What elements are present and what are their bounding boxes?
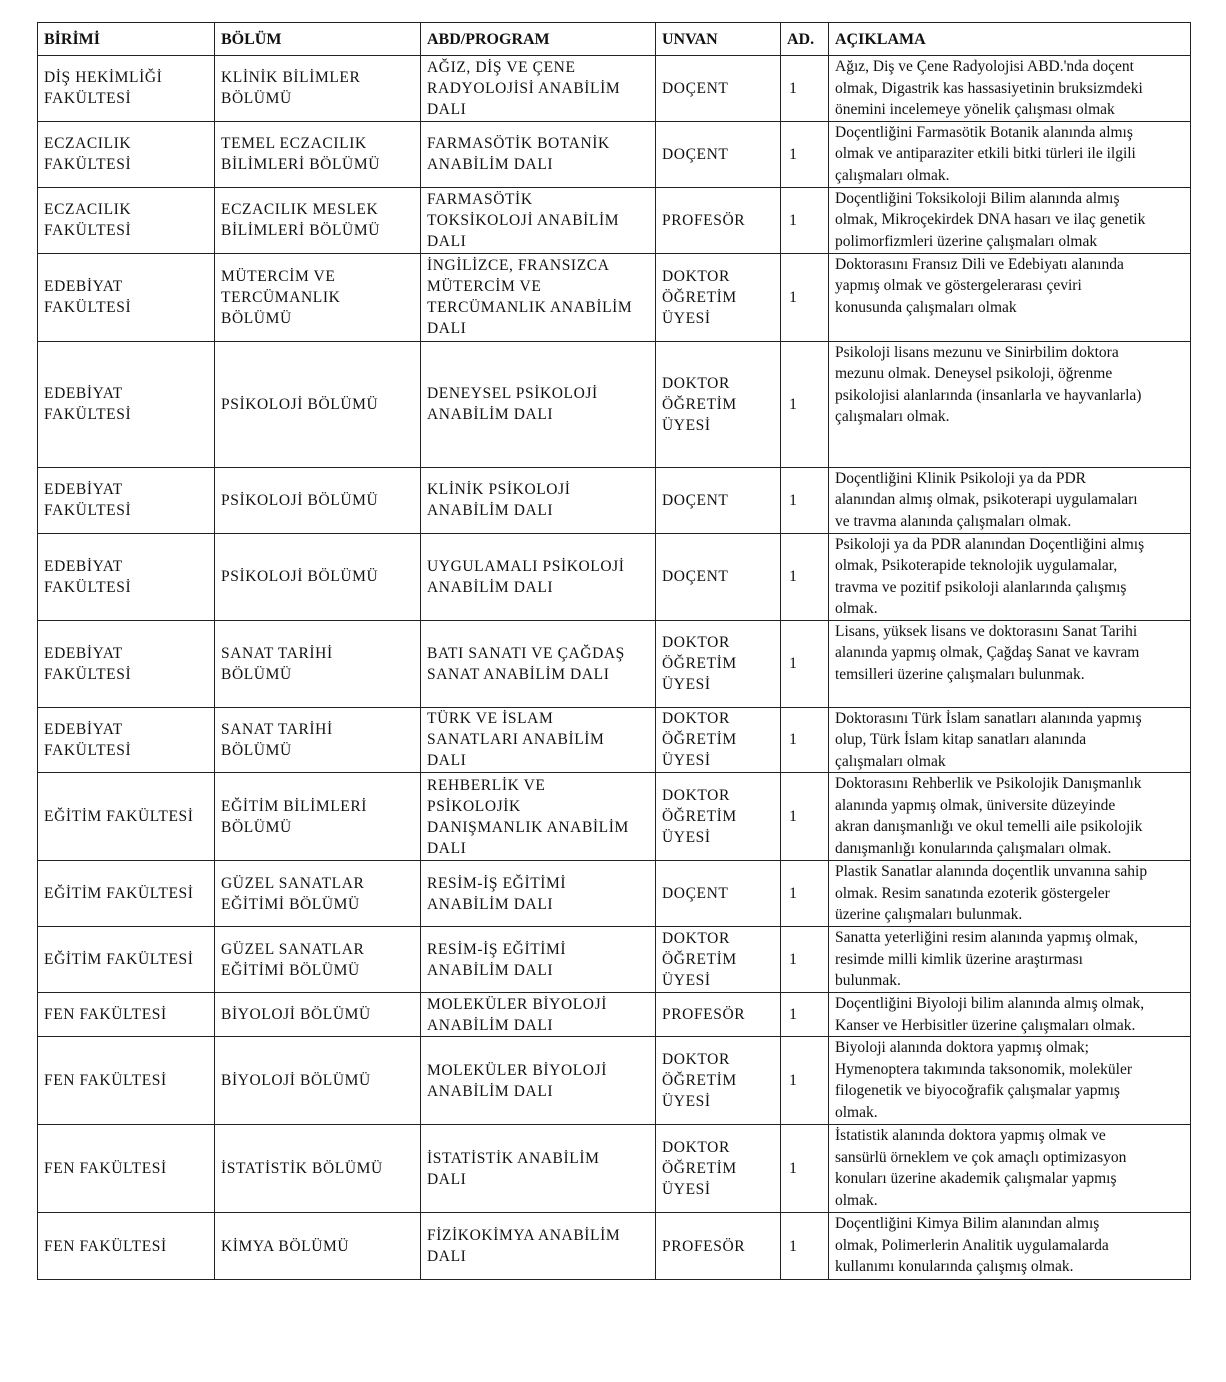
header-unvan: UNVAN (656, 23, 781, 56)
cell-aciklama: Biyoloji alanında doktora yapmış olmak; Hymenoptera takımında taksonomik, moleküler filogenetik ve biyocoğrafik çalışmalar yapmış olmak. (829, 1037, 1191, 1125)
header-aciklama: AÇIKLAMA (829, 23, 1191, 56)
table-row (38, 861, 1191, 927)
cell-birim: EDEBİYAT FAKÜLTESİ (38, 467, 215, 533)
header-abd: ABD/PROGRAM (421, 23, 656, 56)
cell-birim: EĞİTİM FAKÜLTESİ (38, 927, 215, 993)
cell-abd: MOLEKÜLER BİYOLOJİ ANABİLİM DALI (421, 993, 656, 1037)
cell-unvan: PROFESÖR (656, 1213, 781, 1280)
cell-bolum: KLİNİK BİLİMLER BÖLÜMÜ (215, 56, 421, 122)
cell-birim: FEN FAKÜLTESİ (38, 993, 215, 1037)
cell-unvan: DOÇENT (656, 861, 781, 927)
cell-abd: AĞIZ, DİŞ VE ÇENE RADYOLOJİSİ ANABİLİM DALI (421, 56, 656, 122)
cell-bolum: MÜTERCİM VE TERCÜMANLIK BÖLÜMÜ (215, 253, 421, 341)
cell-abd: RESİM-İŞ EĞİTİMİ ANABİLİM DALI (421, 861, 656, 927)
cell-aciklama: Psikoloji ya da PDR alanından Doçentliğini almış olmak, Psikoterapide teknolojik uygulamalar, travma ve pozitif psikoloji alanlarında çalışmış olmak. (829, 533, 1191, 620)
cell-unvan: DOKTOR ÖĞRETİM ÜYESİ (656, 707, 781, 773)
cell-bolum: PSİKOLOJİ BÖLÜMÜ (215, 467, 421, 533)
cell-ad: 1 (781, 1213, 829, 1280)
header-birim: BİRİMİ (38, 23, 215, 56)
cell-aciklama: Doçentliğini Toksikoloji Bilim alanında almış olmak, Mikroçekirdek DNA hasarı ve ilaç genetik polimorfizmleri üzerine çalışmaları olmak (829, 187, 1191, 253)
cell-unvan: DOKTOR ÖĞRETİM ÜYESİ (656, 620, 781, 707)
cell-ad: 1 (781, 707, 829, 773)
cell-birim: EDEBİYAT FAKÜLTESİ (38, 253, 215, 341)
cell-abd: MOLEKÜLER BİYOLOJİ ANABİLİM DALI (421, 1037, 656, 1125)
table-row (38, 467, 1191, 533)
cell-abd: İSTATİSTİK ANABİLİM DALI (421, 1125, 656, 1213)
header-bolum: BÖLÜM (215, 23, 421, 56)
table-row (38, 1125, 1191, 1213)
table-row (38, 121, 1191, 187)
cell-unvan: PROFESÖR (656, 187, 781, 253)
cell-ad: 1 (781, 467, 829, 533)
cell-ad: 1 (781, 620, 829, 707)
cell-abd: BATI SANATI VE ÇAĞDAŞ SANAT ANABİLİM DALI (421, 620, 656, 707)
cell-bolum: BİYOLOJİ BÖLÜMÜ (215, 1037, 421, 1125)
cell-aciklama: Plastik Sanatlar alanında doçentlik unvanına sahip olmak. Resim sanatında ezoterik göstergeler üzerine çalışmaları bulunmak. (829, 861, 1191, 927)
cell-unvan: PROFESÖR (656, 993, 781, 1037)
cell-ad: 1 (781, 56, 829, 122)
table-row (38, 1037, 1191, 1125)
cell-unvan: DOÇENT (656, 533, 781, 620)
cell-aciklama: Doçentliğini Biyoloji bilim alanında almış olmak, Kanser ve Herbisitler üzerine çalışmaları olmak. (829, 993, 1191, 1037)
table-row (38, 253, 1191, 341)
cell-abd: TÜRK VE İSLAM SANATLARI ANABİLİM DALI (421, 707, 656, 773)
cell-aciklama: İstatistik alanında doktora yapmış olmak ve sansürlü örneklem ve çok amaçlı optimizasyon konuları üzerine akademik çalışmalar yapmış olmak. (829, 1125, 1191, 1213)
cell-unvan: DOÇENT (656, 467, 781, 533)
table-row (38, 927, 1191, 993)
cell-aciklama: Doçentliğini Kimya Bilim alanından almış olmak, Polimerlerin Analitik uygulamalarda kullanımı konularında çalışmış olmak. (829, 1213, 1191, 1280)
cell-birim: EĞİTİM FAKÜLTESİ (38, 861, 215, 927)
cell-unvan: DOKTOR ÖĞRETİM ÜYESİ (656, 1037, 781, 1125)
positions-table (37, 22, 1191, 1280)
cell-aciklama: Psikoloji lisans mezunu ve Sinirbilim doktora mezunu olmak. Deneysel psikoloji, öğrenme psikolojisi alanlarında (insanlarla ve hayvanlarla) çalışmaları olmak. (829, 341, 1191, 467)
cell-birim: EDEBİYAT FAKÜLTESİ (38, 707, 215, 773)
cell-ad: 1 (781, 773, 829, 861)
cell-aciklama: Lisans, yüksek lisans ve doktorasını Sanat Tarihi alanında yapmış olmak, Çağdaş Sanat ve kavram temsilleri üzerine çalışmaları bulunmak. (829, 620, 1191, 707)
cell-unvan: DOKTOR ÖĞRETİM ÜYESİ (656, 773, 781, 861)
cell-ad: 1 (781, 187, 829, 253)
table-row (38, 56, 1191, 122)
cell-abd: KLİNİK PSİKOLOJİ ANABİLİM DALI (421, 467, 656, 533)
cell-ad: 1 (781, 993, 829, 1037)
cell-aciklama: Ağız, Diş ve Çene Radyolojisi ABD.'nda doçent olmak, Digastrik kas hassasiyetinin bruksizmdeki önemini incelemeye yönelik çalışması olmak (829, 56, 1191, 122)
cell-birim: EDEBİYAT FAKÜLTESİ (38, 533, 215, 620)
cell-aciklama: Sanatta yeterliğini resim alanında yapmış olmak, resimde milli kimlik üzerine araştırması bulunmak. (829, 927, 1191, 993)
cell-birim: FEN FAKÜLTESİ (38, 1213, 215, 1280)
cell-abd: UYGULAMALI PSİKOLOJİ ANABİLİM DALI (421, 533, 656, 620)
cell-ad: 1 (781, 341, 829, 467)
cell-bolum: PSİKOLOJİ BÖLÜMÜ (215, 341, 421, 467)
cell-bolum: KİMYA BÖLÜMÜ (215, 1213, 421, 1280)
cell-unvan: DOKTOR ÖĞRETİM ÜYESİ (656, 1125, 781, 1213)
table-row (38, 773, 1191, 861)
cell-bolum: GÜZEL SANATLAR EĞİTİMİ BÖLÜMÜ (215, 927, 421, 993)
cell-birim: FEN FAKÜLTESİ (38, 1125, 215, 1213)
table-row (38, 1213, 1191, 1280)
table-row (38, 620, 1191, 707)
cell-unvan: DOÇENT (656, 121, 781, 187)
cell-bolum: TEMEL ECZACILIK BİLİMLERİ BÖLÜMÜ (215, 121, 421, 187)
cell-abd: FARMASÖTİK BOTANİK ANABİLİM DALI (421, 121, 656, 187)
cell-aciklama: Doktorasını Fransız Dili ve Edebiyatı alanında yapmış olmak ve göstergelerarası çeviri konusunda çalışmaları olmak (829, 253, 1191, 341)
cell-abd: REHBERLİK VE PSİKOLOJİK DANIŞMANLIK ANABİLİM DALI (421, 773, 656, 861)
table-row (38, 341, 1191, 467)
cell-aciklama: Doktorasını Türk İslam sanatları alanında yapmış olup, Türk İslam kitap sanatları alanında çalışmaları olmak (829, 707, 1191, 773)
cell-ad: 1 (781, 927, 829, 993)
cell-aciklama: Doçentliğini Farmasötik Botanik alanında almış olmak ve antiparaziter etkili bitki türleri ile ilgili çalışmaları olmak. (829, 121, 1191, 187)
cell-birim: ECZACILIK FAKÜLTESİ (38, 121, 215, 187)
cell-ad: 1 (781, 861, 829, 927)
cell-birim: EDEBİYAT FAKÜLTESİ (38, 341, 215, 467)
cell-ad: 1 (781, 121, 829, 187)
table-row (38, 993, 1191, 1037)
header-row (38, 23, 1191, 56)
cell-bolum: BİYOLOJİ BÖLÜMÜ (215, 993, 421, 1037)
header-adet: AD. (781, 23, 829, 56)
cell-bolum: PSİKOLOJİ BÖLÜMÜ (215, 533, 421, 620)
cell-ad: 1 (781, 253, 829, 341)
cell-ad: 1 (781, 533, 829, 620)
cell-abd: RESİM-İŞ EĞİTİMİ ANABİLİM DALI (421, 927, 656, 993)
cell-aciklama: Doktorasını Rehberlik ve Psikolojik Danışmanlık alanında yapmış olmak, üniversite düzeyinde akran danışmanlığı ve okul temelli aile psikolojik danışmanlığı konularında çalışmaları olmak. (829, 773, 1191, 861)
cell-birim: DİŞ HEKİMLİĞİ FAKÜLTESİ (38, 56, 215, 122)
cell-birim: FEN FAKÜLTESİ (38, 1037, 215, 1125)
cell-bolum: SANAT TARİHİ BÖLÜMÜ (215, 620, 421, 707)
table-row (38, 187, 1191, 253)
cell-aciklama: Doçentliğini Klinik Psikoloji ya da PDR alanından almış olmak, psikoterapi uygulamaları ve travma alanında çalışmaları olmak. (829, 467, 1191, 533)
cell-birim: ECZACILIK FAKÜLTESİ (38, 187, 215, 253)
cell-unvan: DOÇENT (656, 56, 781, 122)
cell-bolum: SANAT TARİHİ BÖLÜMÜ (215, 707, 421, 773)
table-row (38, 533, 1191, 620)
cell-bolum: İSTATİSTİK BÖLÜMÜ (215, 1125, 421, 1213)
cell-bolum: ECZACILIK MESLEK BİLİMLERİ BÖLÜMÜ (215, 187, 421, 253)
cell-ad: 1 (781, 1125, 829, 1213)
cell-abd: DENEYSEL PSİKOLOJİ ANABİLİM DALI (421, 341, 656, 467)
cell-ad: 1 (781, 1037, 829, 1125)
cell-birim: EĞİTİM FAKÜLTESİ (38, 773, 215, 861)
cell-unvan: DOKTOR ÖĞRETİM ÜYESİ (656, 927, 781, 993)
table-row (38, 707, 1191, 773)
cell-unvan: DOKTOR ÖĞRETİM ÜYESİ (656, 341, 781, 467)
cell-unvan: DOKTOR ÖĞRETİM ÜYESİ (656, 253, 781, 341)
cell-abd: FARMASÖTİK TOKSİKOLOJİ ANABİLİM DALI (421, 187, 656, 253)
cell-abd: İNGİLİZCE, FRANSIZCA MÜTERCİM VE TERCÜMANLIK ANABİLİM DALI (421, 253, 656, 341)
cell-abd: FİZİKOKİMYA ANABİLİM DALI (421, 1213, 656, 1280)
cell-birim: EDEBİYAT FAKÜLTESİ (38, 620, 215, 707)
cell-bolum: EĞİTİM BİLİMLERİ BÖLÜMÜ (215, 773, 421, 861)
cell-bolum: GÜZEL SANATLAR EĞİTİMİ BÖLÜMÜ (215, 861, 421, 927)
